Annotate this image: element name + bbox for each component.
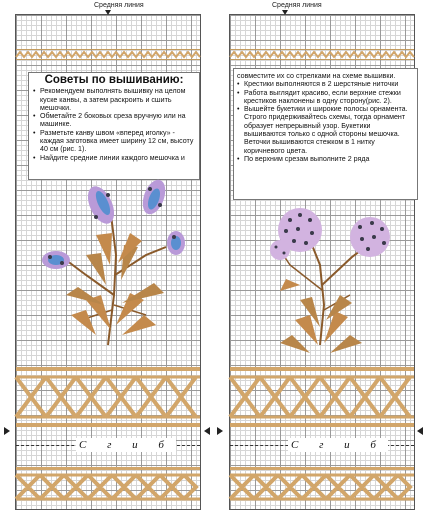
tip-item: • Работа выглядит красиво, если верхние стежки крестиков наклонены в одну сторону(рис. 2). <box>237 89 414 106</box>
tip-item: совместите их со стрелками на схеме вышивки. <box>237 72 396 80</box>
embroidery-tips-box-continued <box>233 68 418 200</box>
tip-item: • Найдите средние линии каждого мешочка и <box>33 154 195 162</box>
fold-arrow-right <box>417 427 423 435</box>
tips-title: Советы по вышиванию: <box>44 74 184 86</box>
top-ornament-rule <box>16 49 200 50</box>
bouquet-motif-pink <box>240 195 405 360</box>
tip-item: • По верхним срезам выполните 2 ряда <box>237 155 414 163</box>
top-ornament-rule <box>16 59 200 60</box>
top-ornament-rule <box>230 59 414 60</box>
wide-ornament-band <box>230 367 414 427</box>
wide-ornament-band <box>16 367 200 427</box>
bouquet-motif-blue <box>26 175 191 355</box>
right-chart-panel <box>229 2 415 510</box>
fold-arrow-left <box>4 427 10 435</box>
tip-item: • Крестики выполняются в 2 шерстяные ниточки <box>237 80 414 88</box>
bottom-ornament-band <box>230 467 414 509</box>
tip-item: • Рекомендуем выполнять вышивку на целом куске канвы, а затем раскроить и сшить мешочки. <box>33 87 195 112</box>
middle-line-label: Средняя линия <box>94 2 144 9</box>
tip-item: • Обметайте 2 боковых среза вручную или на машинке. <box>33 112 195 129</box>
middle-line-arrow <box>105 10 111 15</box>
fold-label: С г и б <box>76 438 176 452</box>
top-zigzag-band <box>16 51 200 58</box>
fold-label: С г и б <box>288 438 388 452</box>
top-ornament-rule <box>230 49 414 50</box>
tip-item: • Разметьте канву швом «вперед иголку» - каждая заготовка имеет ширину 12 см, высоту 40 см (рис. 1). <box>33 129 195 154</box>
bottom-ornament-band <box>16 467 200 509</box>
middle-line-label: Средняя линия <box>272 2 322 9</box>
top-zigzag-band <box>230 51 414 58</box>
middle-line-arrow <box>282 10 288 15</box>
fold-arrow-right <box>204 427 210 435</box>
tip-item: • Вышейте букетики и широкие полосы орнамента. Строго придерживайтесь схемы, тогда орнамент образует непрерывный узор. Букетики вышиваются только с одной стороны мешочка. Веточки вышиваются стежком в 1 нитку коричневого цвета. <box>237 105 414 155</box>
fold-arrow-left <box>217 427 223 435</box>
left-chart-panel <box>15 2 201 510</box>
embroidery-tips-box <box>28 72 200 180</box>
